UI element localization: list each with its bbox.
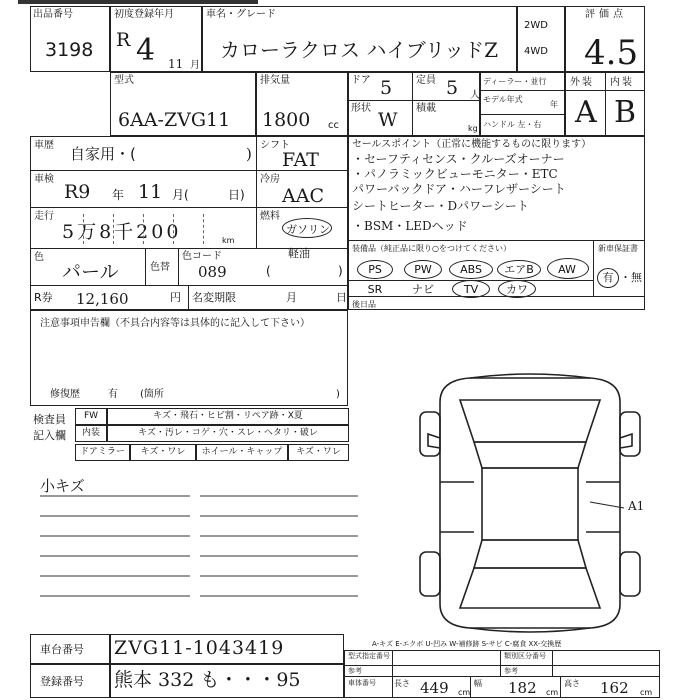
color-code-value: 089 — [198, 263, 227, 281]
damage-mark-a1: A1 — [628, 499, 645, 513]
height-label: 高さ — [564, 679, 580, 688]
first-reg-era: R — [116, 29, 131, 51]
handle-label: ハンドル 左・右 — [483, 120, 542, 129]
displacement-unit: cc — [328, 120, 339, 131]
fw-label: FW — [75, 408, 107, 425]
score-value: 4.5 — [584, 33, 639, 73]
equip-ps-circle — [357, 260, 393, 279]
color-code-label: 色コード — [182, 251, 222, 262]
width-value: 182 — [508, 679, 537, 697]
name-label: 車名・グレード — [206, 9, 276, 20]
dealer-label: ディーラー・並行 — [483, 77, 547, 86]
inspector-label-1: 検査員 — [33, 413, 66, 426]
wheel-items: キズ・ワレ — [288, 444, 349, 461]
first-reg-month: 11 — [168, 57, 184, 71]
body-number-label: 車体番号 — [348, 679, 376, 687]
equip-sr: SR — [367, 283, 383, 296]
inspection-month-unit: 月( — [172, 188, 189, 202]
owner-change-label: 名変期限 — [192, 291, 236, 304]
exterior-label: 外装 — [570, 77, 594, 88]
length-value: 449 — [420, 679, 449, 697]
equip-pw-circle — [404, 260, 442, 279]
lot-value: 3198 — [45, 39, 94, 61]
fuel-paren-close: ) — [338, 264, 343, 278]
chassis-label: 車台番号 — [40, 643, 84, 656]
warranty-yes: 有 — [602, 271, 614, 284]
drive-box — [517, 6, 565, 72]
name-value: カローラクロス ハイブリッドZ — [220, 38, 499, 62]
type-spec-label: 型式指定番号 — [348, 652, 390, 660]
first-reg-month-unit: 月 — [190, 60, 200, 71]
fuel-gas-circle — [282, 218, 332, 238]
equip-abs-circle — [449, 260, 493, 279]
lot-label: 出品番号 — [33, 9, 73, 20]
sales-line-2: ・パノラミックビューモニター・ETC — [352, 167, 558, 181]
mileage-unit: km — [222, 236, 235, 245]
warranty-no: ・無 — [620, 271, 642, 284]
doors-value: 5 — [380, 77, 393, 99]
first-reg-year: 4 — [136, 33, 156, 68]
sales-line-4: シートヒーター・Dパワーシート — [352, 199, 529, 213]
note-lines — [30, 470, 360, 620]
mileage-value: 5万8千200 — [62, 221, 182, 243]
length-label: 長さ — [394, 679, 410, 688]
equipment-label: 装備品（純正品に限り○をつけてください） — [352, 244, 511, 253]
first-reg-label: 初度登録年月 — [114, 9, 174, 20]
width-label: 幅 — [474, 679, 482, 688]
repair-place: (箇所 — [140, 389, 164, 400]
sales-line-3: パワーバックドア・ハーフレザーシート — [352, 182, 566, 196]
equip-pw: PW — [414, 263, 432, 276]
interior-value: B — [614, 95, 637, 130]
height-value: 162 — [600, 679, 629, 697]
displacement-value: 1800 — [262, 109, 311, 131]
shape-value: W — [378, 109, 398, 131]
shift-label: シフト — [260, 140, 290, 151]
equip-airbag: エアB — [504, 263, 534, 276]
damage-legend: A-キズ E-エクボ U-凹み W-補修跡 S-サビ C-腐食 XX-交換歴 — [372, 640, 562, 648]
top-strip — [18, 0, 258, 4]
model-value: 6AA-ZVG11 — [118, 109, 231, 131]
repair-value: 有 — [108, 389, 118, 400]
chassis-value: ZVG11-1043419 — [114, 637, 285, 659]
equip-aw: AW — [558, 263, 576, 276]
usage-close: ) — [246, 145, 252, 163]
equip-tv: TV — [463, 283, 479, 296]
wheel-label: ホイール・キャップ — [196, 444, 288, 461]
reg-label: 登録番号 — [40, 675, 84, 688]
equip-abs: ABS — [460, 263, 482, 276]
model-year-unit: 年 — [550, 100, 558, 109]
color-label: 色 — [34, 252, 44, 263]
exterior-value: A — [575, 95, 597, 130]
sales-line-1: ・セーフティセンス・クルーズオーナー — [352, 152, 565, 166]
mileage-label: 走行 — [34, 211, 54, 222]
mirror-items: キズ・ワレ — [130, 444, 196, 461]
inspection-era: R9 — [64, 181, 91, 203]
repair-close: ) — [336, 389, 340, 400]
equip-aw-circle — [547, 258, 589, 279]
fw-items: キズ・飛石・ヒビ割・リペア跡・X夏 — [107, 408, 349, 425]
load-unit: kg — [468, 124, 478, 133]
interior-row-items: キズ・汚レ・コゲ・穴・スレ・ヘタリ・破レ — [107, 425, 349, 442]
sales-label: セールスポイント（正常に機能するものに限ります） — [352, 139, 592, 150]
car-diagram — [400, 372, 660, 634]
capacity-value: 5 — [446, 77, 459, 99]
inspection-label: 車検 — [34, 174, 54, 185]
score-label: 評価点 — [585, 9, 627, 20]
inspection-day-unit: 日) — [228, 188, 245, 202]
usage-label: 車歴 — [34, 140, 54, 151]
drive-4wd: 4WD — [524, 46, 548, 57]
recycle-value: 12,160 — [76, 290, 129, 308]
warranty-yes-circle — [597, 268, 619, 288]
handwritten-note: 小キズ — [40, 477, 85, 495]
shift-value: FAT — [282, 149, 319, 171]
mirror-label: ドアミラー — [75, 444, 130, 461]
model-label: 型式 — [114, 75, 134, 86]
fuel-paren-open: ( — [266, 264, 271, 278]
capacity-unit: 人 — [470, 90, 480, 101]
equip-ps: PS — [368, 263, 382, 276]
repair-label: 修復歴 — [50, 389, 80, 400]
doors-label: ドア — [351, 75, 371, 86]
notes-label: 注意事項申告欄（不具合内容等は具体的に記入して下さい） — [40, 318, 310, 329]
color-change-label: 色替 — [150, 262, 170, 273]
inspection-year-unit: 年 — [112, 188, 125, 202]
load-label: 積載 — [416, 103, 436, 114]
recycle-label: R券 — [34, 291, 53, 304]
ac-value: AAC — [282, 185, 324, 207]
width-unit: cm — [546, 688, 559, 697]
equip-kawa: カワ — [506, 283, 528, 296]
post-items-label: 後日品 — [352, 300, 376, 309]
category-ref-label: 参考 — [504, 667, 518, 675]
new-car-warranty-label: 新車保証書 — [598, 244, 638, 253]
category-label: 類別区分番号 — [504, 652, 546, 660]
recycle-unit: 円 — [170, 291, 181, 304]
fuel-diesel: 軽油 — [288, 247, 310, 260]
owner-change-day: 日 — [336, 291, 347, 304]
color-value: パール — [62, 261, 119, 283]
capacity-label: 定員 — [416, 75, 436, 86]
shape-label: 形状 — [351, 103, 371, 114]
equip-navi: ナビ — [412, 283, 434, 296]
fuel-gas: ガソリン — [286, 223, 330, 236]
model-year-label: モデル年式 — [483, 95, 523, 104]
owner-change-month: 月 — [286, 291, 297, 304]
equip-airbag-circle — [497, 260, 541, 279]
inspector-label-2: 記入欄 — [33, 429, 66, 442]
reg-value: 熊本 332 も・・・95 — [114, 669, 301, 691]
usage-value: 自家用・( — [70, 145, 136, 163]
interior-row-label: 内装 — [75, 425, 107, 442]
height-unit: cm — [640, 688, 653, 697]
ac-label: 冷房 — [260, 174, 280, 185]
interior-label: 内装 — [610, 77, 634, 88]
fuel-label: 燃料 — [260, 211, 280, 222]
drive-2wd: 2WD — [524, 20, 548, 31]
inspection-month: 11 — [138, 181, 163, 203]
spec-ref-label: 参考 — [348, 667, 362, 675]
sales-line-5: ・BSM・LEDヘッド — [352, 219, 468, 233]
displacement-label: 排気量 — [260, 75, 290, 86]
length-unit: cm — [458, 688, 471, 697]
